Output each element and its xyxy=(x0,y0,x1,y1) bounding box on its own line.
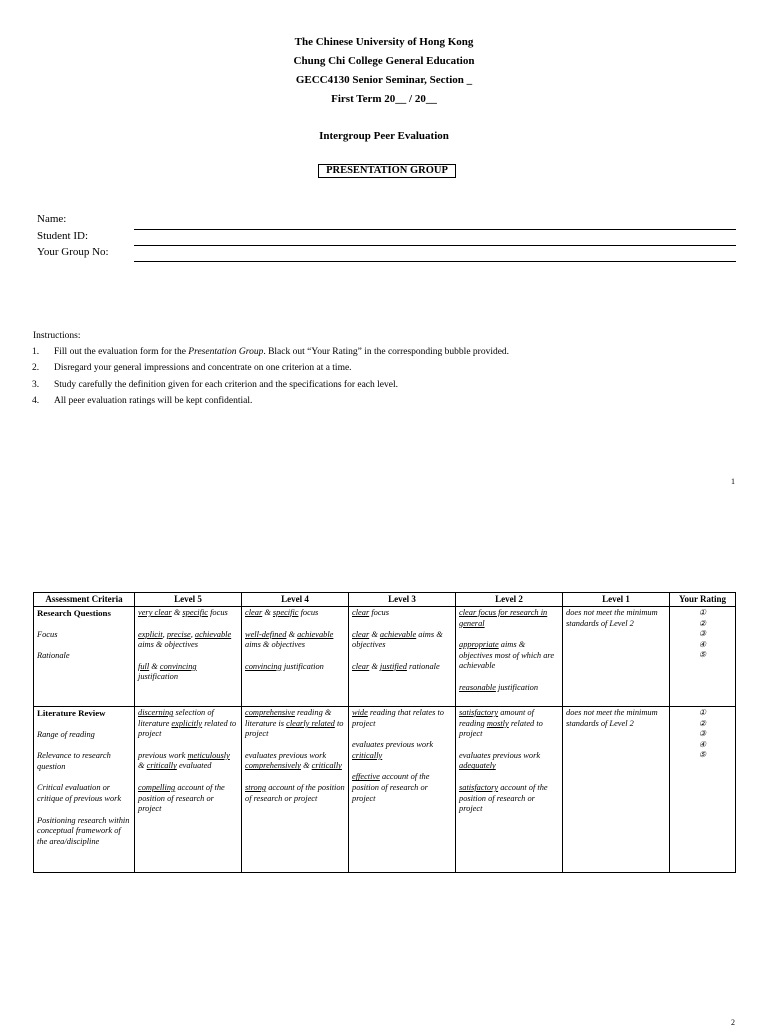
course-title: GECC4130 Senior Seminar, Section _ xyxy=(295,74,473,86)
descriptor-cell-level3 xyxy=(349,607,456,707)
descriptor-cell-level4 xyxy=(242,707,349,873)
descriptor-cell-level2 xyxy=(456,707,563,873)
descriptor-text: focus xyxy=(298,608,319,617)
descriptor-keyword: appropriate xyxy=(459,640,499,650)
descriptor-keyword: critically xyxy=(311,761,342,771)
header-level-4: Level 4 xyxy=(242,593,349,607)
criteria-title: Research Questions xyxy=(37,608,111,618)
rating-cell xyxy=(670,707,736,873)
student-id-field-line[interactable] xyxy=(134,245,736,246)
descriptor-keyword: wide xyxy=(352,708,368,717)
descriptor-keyword: explicitly xyxy=(171,718,203,728)
instructions-heading: Instructions: xyxy=(33,331,81,341)
rating-bubble-1[interactable]: ① xyxy=(698,608,707,617)
descriptor-paragraph xyxy=(138,608,238,619)
descriptor-keyword: meticulously xyxy=(187,750,230,760)
header-your-rating: Your Rating xyxy=(670,593,736,607)
descriptor-text: aims & objectives xyxy=(138,640,199,650)
descriptor-text: evaluates previous work xyxy=(459,750,541,760)
rating-bubble-2[interactable]: ② xyxy=(698,718,707,728)
table-header-row xyxy=(34,593,736,607)
descriptor-text: reading that relates to project xyxy=(352,708,444,728)
rating-bubble-1[interactable]: ① xyxy=(698,708,707,717)
descriptor-keyword: clear xyxy=(352,608,370,617)
descriptor-paragraph xyxy=(459,783,559,815)
rating-bubble-2[interactable]: ② xyxy=(698,618,707,628)
descriptor-paragraph xyxy=(138,708,238,740)
descriptor-text: & xyxy=(286,629,298,639)
descriptor-paragraph xyxy=(138,783,238,815)
descriptor-text: focus xyxy=(208,608,228,617)
university-name: The Chinese University of Hong Kong xyxy=(294,36,474,48)
descriptor-paragraph xyxy=(352,662,452,673)
page-number: 1 xyxy=(731,477,735,486)
rating-bubble-3[interactable]: ③ xyxy=(698,729,707,738)
descriptor-cell-level5 xyxy=(135,707,242,873)
instruction-number: 2. xyxy=(32,363,40,373)
descriptor-cell-level3 xyxy=(349,707,456,873)
descriptor-text: & xyxy=(138,761,147,771)
rating-bubble-4[interactable]: ④ xyxy=(698,739,707,749)
descriptor-text: & xyxy=(171,608,183,617)
descriptor-paragraph xyxy=(245,708,345,740)
descriptor-paragraph xyxy=(352,740,452,761)
descriptor-paragraph xyxy=(138,751,238,772)
descriptor-text: aims & objectives xyxy=(352,629,443,650)
group-no-field-line[interactable] xyxy=(134,261,736,262)
descriptor-paragraph xyxy=(245,662,345,673)
header-level-1: Level 1 xyxy=(563,593,670,607)
descriptor-paragraph xyxy=(352,630,452,651)
instruction-item-1: Fill out the evaluation form for the Presentation Group. Black out “Your Rating” in the corresponding bubble provided. xyxy=(54,347,510,357)
rating-cell xyxy=(670,607,736,707)
instruction-number: 1. xyxy=(32,347,40,357)
descriptor-keyword: convincing xyxy=(159,661,197,671)
criteria-sub-item: Rationale xyxy=(37,651,70,661)
header-level-5: Level 5 xyxy=(135,593,242,607)
descriptor-text: & xyxy=(300,761,312,771)
descriptor-paragraph xyxy=(245,608,345,619)
descriptor-paragraph xyxy=(245,783,345,804)
rating-bubble-5[interactable]: ⑤ xyxy=(698,750,707,759)
student-id-label: Student ID: xyxy=(37,230,89,242)
criteria-sub-item: Positioning research within conceptual framework of the area/discipline xyxy=(37,815,130,846)
descriptor-keyword: mostly xyxy=(486,718,509,728)
descriptor-paragraph xyxy=(352,608,452,619)
instruction-number: 3. xyxy=(32,380,40,390)
descriptor-text: account of the position of research or project xyxy=(245,782,345,803)
descriptor-text: focus xyxy=(369,608,389,617)
descriptor-keyword: justified xyxy=(379,661,407,671)
descriptor-keyword: comprehensively xyxy=(245,761,301,771)
descriptor-keyword: critically xyxy=(352,750,383,760)
descriptor-keyword: critically xyxy=(146,761,177,771)
descriptor-keyword: comprehensive xyxy=(245,708,295,717)
descriptor-paragraph xyxy=(138,630,238,651)
rating-bubble-4[interactable]: ④ xyxy=(698,639,707,649)
descriptor-text: , xyxy=(162,629,167,639)
descriptor-text: account of the position of research or project xyxy=(138,782,225,814)
descriptor-cell-level5 xyxy=(135,607,242,707)
descriptor-text: & xyxy=(149,661,160,671)
descriptor-keyword: specific xyxy=(182,608,209,617)
descriptor-cell-level4 xyxy=(242,607,349,707)
descriptor-text: selection of literature xyxy=(138,708,214,728)
descriptor-paragraph xyxy=(352,708,452,729)
descriptor-keyword: convincing xyxy=(245,661,282,671)
descriptor-keyword: specific xyxy=(272,608,299,617)
descriptor-keyword: clear xyxy=(352,661,370,671)
descriptor-keyword: achievable xyxy=(379,629,417,639)
descriptor-text: account of the position of research or project xyxy=(352,772,430,803)
descriptor-paragraph xyxy=(459,751,559,772)
descriptor-keyword: effective xyxy=(352,772,380,782)
descriptor-text: does not meet the minimum standards of Level 2 xyxy=(566,608,658,628)
descriptor-text: aims & objectives xyxy=(245,640,306,650)
descriptor-text: related to project xyxy=(459,718,543,739)
descriptor-text: evaluates previous work xyxy=(245,750,327,760)
descriptor-paragraph xyxy=(138,662,238,683)
assessment-rubric-table xyxy=(33,592,736,873)
descriptor-keyword: well-defined xyxy=(245,629,287,639)
descriptor-text: previous work xyxy=(138,750,188,760)
form-title: Intergroup Peer Evaluation xyxy=(319,130,449,142)
descriptor-paragraph xyxy=(352,772,452,804)
descriptor-keyword: adequately xyxy=(459,761,496,771)
descriptor-text: evaluates previous work xyxy=(352,740,434,750)
descriptor-text: amount of reading xyxy=(459,708,534,728)
descriptor-keyword: satisfactory xyxy=(459,782,499,792)
header-level-3: Level 3 xyxy=(349,593,456,607)
descriptor-keyword: achievable xyxy=(194,629,232,639)
descriptor-keyword: strong xyxy=(245,782,267,792)
descriptor-text: & xyxy=(369,629,380,639)
descriptor-text: rationale xyxy=(406,661,440,671)
descriptor-paragraph xyxy=(245,630,345,651)
descriptor-paragraph xyxy=(245,751,345,772)
descriptor-keyword: clear xyxy=(352,629,370,639)
header-assessment-criteria: Assessment Criteria xyxy=(34,593,135,607)
descriptor-keyword: achievable xyxy=(297,629,334,639)
name-field-line[interactable] xyxy=(134,229,736,230)
table-row xyxy=(34,607,736,707)
rating-bubble-3[interactable]: ③ xyxy=(698,629,707,638)
college-name: Chung Chi College General Education xyxy=(293,55,475,67)
rating-bubble-5[interactable]: ⑤ xyxy=(698,650,707,659)
descriptor-keyword: clearly related xyxy=(286,718,335,728)
descriptor-text: to project xyxy=(245,718,344,739)
descriptor-cell-level1 xyxy=(563,607,670,707)
criteria-sub-item: Relevance to research question xyxy=(37,751,111,771)
header-level-2: Level 2 xyxy=(456,593,563,607)
descriptor-keyword: precise xyxy=(166,629,191,639)
descriptor-keyword: clear focus for research in general xyxy=(459,608,548,628)
descriptor-cell-level2 xyxy=(456,607,563,707)
group-no-label: Your Group No: xyxy=(37,246,109,258)
descriptor-paragraph xyxy=(459,683,559,694)
descriptor-text: does not meet the minimum standards of Level 2 xyxy=(566,708,658,728)
descriptor-text: reading & literature is xyxy=(245,708,332,728)
instruction-item-4: All peer evaluation ratings will be kept confidential. xyxy=(54,396,253,406)
descriptor-paragraph xyxy=(459,608,559,629)
table-row xyxy=(34,707,736,873)
descriptor-paragraph xyxy=(459,708,559,740)
descriptor-text: related to project xyxy=(138,718,237,739)
descriptor-text: aims & objectives most of which are achievable xyxy=(459,640,555,671)
page-number: 2 xyxy=(731,1018,735,1027)
descriptor-keyword: very clear xyxy=(138,608,172,617)
descriptor-keyword: reasonable xyxy=(459,682,496,692)
descriptor-text: account of the position of research or project xyxy=(459,782,548,814)
presentation-group-box: PRESENTATION GROUP xyxy=(318,164,456,178)
descriptor-keyword: explicit xyxy=(138,629,163,639)
descriptor-keyword: discerning xyxy=(138,708,174,717)
descriptor-keyword: satisfactory xyxy=(459,708,499,717)
descriptor-text: , xyxy=(190,629,195,639)
term-line: First Term 20__ / 20__ xyxy=(331,93,437,105)
criteria-cell xyxy=(34,707,135,873)
criteria-cell xyxy=(34,607,135,707)
criteria-title: Literature Review xyxy=(37,708,106,718)
instruction-item-3: Study carefully the definition given for each criterion and the specifications for each level. xyxy=(54,380,398,390)
descriptor-cell-level1 xyxy=(563,707,670,873)
descriptor-text: justification xyxy=(281,661,324,671)
descriptor-text: evaluated xyxy=(176,761,212,771)
descriptor-text: justification xyxy=(495,682,539,692)
name-label: Name: xyxy=(37,213,67,225)
descriptor-keyword: clear xyxy=(245,608,263,617)
instruction-number: 4. xyxy=(32,396,40,406)
instruction-item-2: Disregard your general impressions and concentrate on one criterion at a time. xyxy=(54,363,352,373)
descriptor-paragraph xyxy=(459,640,559,672)
criteria-sub-item: Critical evaluation or critique of previous work xyxy=(37,783,122,803)
descriptor-keyword: full xyxy=(138,661,150,671)
descriptor-text: & xyxy=(369,661,380,671)
descriptor-keyword: compelling xyxy=(138,782,176,792)
criteria-sub-item: Focus xyxy=(37,629,58,639)
criteria-sub-item: Range of reading xyxy=(37,729,95,739)
descriptor-text: & xyxy=(262,608,273,617)
descriptor-text: justification xyxy=(138,672,179,682)
